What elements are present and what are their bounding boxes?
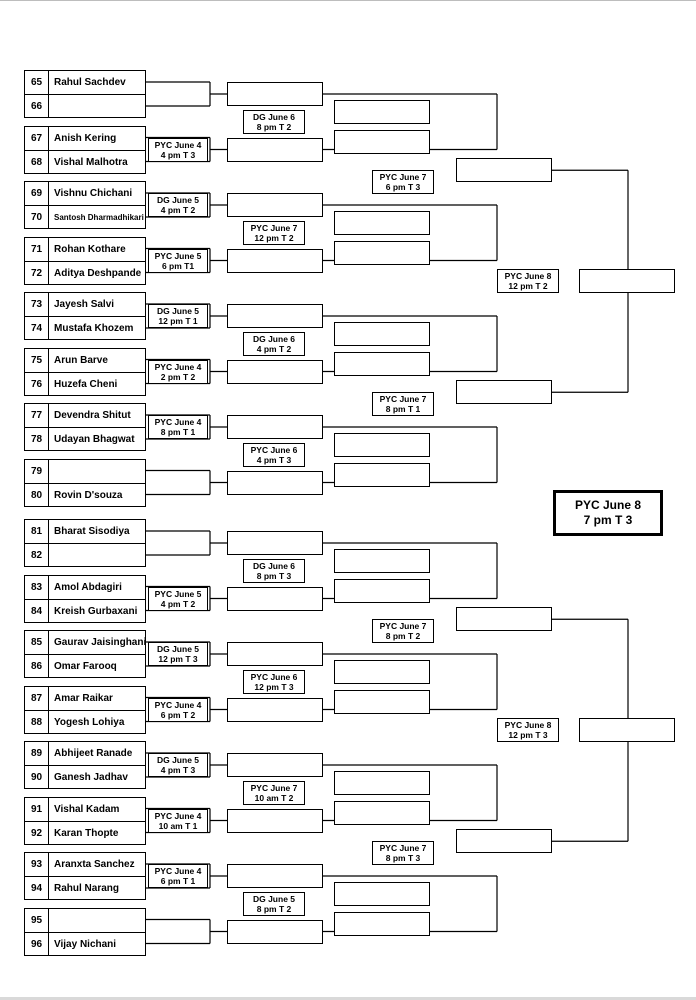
round2-schedule-label-line1: DG June 5 xyxy=(252,893,296,904)
pair-divider xyxy=(25,483,145,484)
round2-slot xyxy=(227,471,323,495)
player-seed: 68 xyxy=(30,156,43,168)
player-seed: 72 xyxy=(30,267,43,279)
player-seed: 75 xyxy=(30,354,43,366)
round3-slot xyxy=(334,433,430,457)
pair-divider xyxy=(25,765,145,766)
round1-schedule-label-line2: 4 pm T 2 xyxy=(160,598,196,609)
round1-schedule-label-line1: PYC June 4 xyxy=(154,361,202,372)
player-name: Bharat Sisodiya xyxy=(54,526,130,537)
round2-slot xyxy=(227,587,323,611)
seed-column-divider xyxy=(48,182,49,228)
seed-column-divider xyxy=(48,687,49,733)
pair-divider xyxy=(25,150,145,151)
round2-slot xyxy=(227,82,323,106)
round1-schedule-label-line1: PYC June 4 xyxy=(154,866,202,876)
round3-slot xyxy=(334,352,430,376)
player-seed: 74 xyxy=(30,323,43,334)
round1-schedule-label-line2: 4 pm T 3 xyxy=(160,149,196,160)
round4-schedule-label xyxy=(497,269,559,293)
player-name: Omar Farooq xyxy=(54,661,117,672)
seed-column-divider xyxy=(48,909,49,955)
round2-schedule-label-line2: 4 pm T 3 xyxy=(256,454,292,465)
player-name: Rahul Sachdev xyxy=(54,77,126,88)
round3-slot xyxy=(334,771,430,795)
player-name: Aranxta Sanchez xyxy=(54,859,135,870)
round2-schedule-label-line1: PYC June 7 xyxy=(250,782,298,793)
round2-schedule-label-line1: PYC June 7 xyxy=(250,222,298,233)
round3-schedule-label-line2: 6 pm T 3 xyxy=(385,182,421,193)
final-schedule-line1: PYC June 8 xyxy=(574,498,642,512)
round2-slot xyxy=(227,642,323,666)
pair-divider xyxy=(25,543,145,544)
player-name: Udayan Bhagwat xyxy=(54,434,135,445)
round2-slot xyxy=(227,249,323,273)
player-seed: 88 xyxy=(30,716,43,728)
pair-divider xyxy=(25,316,145,317)
player-seed: 81 xyxy=(30,526,43,537)
player-seed: 78 xyxy=(30,434,43,445)
player-seed: 77 xyxy=(30,410,43,421)
round3-schedule-label xyxy=(372,619,434,643)
seed-column-divider xyxy=(48,238,49,284)
first-round-pair xyxy=(24,70,146,118)
round1-schedule-label-line1: PYC June 4 xyxy=(154,810,202,821)
round2-schedule-label-line1: DG June 6 xyxy=(252,111,296,122)
player-name: Abhijeet Ranade xyxy=(54,748,133,759)
round3-schedule-label-line2: 8 pm T 3 xyxy=(385,853,421,864)
round1-schedule-label-line1: PYC June 4 xyxy=(154,417,202,427)
round1-schedule-label-line1: PYC June 4 xyxy=(154,139,202,150)
round3-slot xyxy=(334,912,430,936)
player-name: Karan Thopte xyxy=(54,827,119,839)
round2-schedule-label-line1: PYC June 6 xyxy=(250,444,298,455)
round1-schedule-label xyxy=(148,249,208,273)
round3-slot xyxy=(334,579,430,603)
pair-divider xyxy=(25,372,145,373)
round2-schedule-label-line1: DG June 6 xyxy=(252,333,296,344)
round2-schedule-label-line2: 10 am T 2 xyxy=(254,792,294,803)
round3-schedule-label xyxy=(372,170,434,194)
pair-divider xyxy=(25,710,145,711)
player-seed: 82 xyxy=(30,550,43,561)
seed-column-divider xyxy=(48,520,49,566)
round4-schedule-label-line1: PYC June 8 xyxy=(504,271,552,282)
first-round-pair xyxy=(24,181,146,229)
round3-schedule-label xyxy=(372,392,434,416)
player-seed: 79 xyxy=(30,465,43,477)
round3-slot xyxy=(334,211,430,235)
round2-slot xyxy=(227,415,323,439)
player-seed: 70 xyxy=(30,212,43,223)
round1-schedule-label-line2: 8 pm T 1 xyxy=(160,427,196,437)
round2-schedule-label-line2: 8 pm T 3 xyxy=(256,570,292,581)
round3-slot xyxy=(334,882,430,906)
round1-schedule-label-line2: 4 pm T 3 xyxy=(160,765,196,775)
round3-slot xyxy=(334,801,430,825)
seed-column-divider xyxy=(48,460,49,506)
round4-schedule-label-line2: 12 pm T 2 xyxy=(508,281,548,292)
round1-schedule-label-line2: 10 am T 1 xyxy=(158,820,198,831)
round1-schedule-label-line1: PYC June 5 xyxy=(154,588,202,599)
round3-slot xyxy=(334,463,430,487)
round2-schedule-label-line2: 12 pm T 2 xyxy=(254,232,294,243)
final-match-schedule xyxy=(553,490,663,536)
first-round-pair xyxy=(24,519,146,567)
player-name: Amar Raikar xyxy=(54,692,113,704)
seed-column-divider xyxy=(48,404,49,450)
round2-slot xyxy=(227,304,323,328)
seed-column-divider xyxy=(48,71,49,117)
player-name: Vishal Kadam xyxy=(54,803,120,815)
semifinal-slot xyxy=(579,718,675,742)
first-round-pair xyxy=(24,908,146,956)
round3-schedule-label-line1: PYC June 7 xyxy=(379,394,427,405)
round1-schedule-label xyxy=(148,698,208,722)
player-seed: 76 xyxy=(30,378,43,390)
player-seed: 84 xyxy=(30,605,43,617)
first-round-pair xyxy=(24,126,146,174)
round1-schedule-label-line2: 12 pm T 3 xyxy=(158,654,198,664)
round4-slot xyxy=(456,380,552,404)
pair-divider xyxy=(25,599,145,600)
player-seed: 93 xyxy=(30,859,43,870)
round1-schedule-label-line1: PYC June 5 xyxy=(154,250,202,261)
round1-schedule-label-line2: 4 pm T 2 xyxy=(160,205,196,215)
round3-slot xyxy=(334,241,430,265)
player-seed: 80 xyxy=(30,489,43,501)
player-seed: 67 xyxy=(30,132,43,144)
round4-schedule-label xyxy=(497,718,559,742)
player-seed: 85 xyxy=(30,637,43,648)
player-seed: 66 xyxy=(30,101,43,112)
round1-schedule-label-line1: DG June 5 xyxy=(156,644,200,654)
round2-slot xyxy=(227,698,323,722)
round4-schedule-label-line2: 12 pm T 3 xyxy=(508,730,548,741)
final-schedule-line2: 7 pm T 3 xyxy=(583,513,633,527)
round2-schedule-label-line2: 12 pm T 3 xyxy=(254,681,294,692)
player-seed: 94 xyxy=(30,883,43,894)
pair-divider xyxy=(25,261,145,262)
round2-slot xyxy=(227,360,323,384)
round2-schedule-label-line2: 4 pm T 2 xyxy=(256,343,292,354)
pair-divider xyxy=(25,876,145,877)
round3-slot xyxy=(334,130,430,154)
player-name: Gaurav Jaisinghani xyxy=(54,637,147,648)
player-name: Amol Abdagiri xyxy=(54,581,122,593)
first-round-pair xyxy=(24,403,146,451)
player-seed: 71 xyxy=(30,243,43,255)
round1-schedule-label xyxy=(148,864,208,888)
player-seed: 95 xyxy=(30,914,43,926)
pair-divider xyxy=(25,932,145,933)
pair-divider xyxy=(25,427,145,428)
player-seed: 96 xyxy=(30,938,43,950)
player-name: Aditya Deshpande xyxy=(54,267,142,279)
seed-column-divider xyxy=(48,853,49,899)
first-round-pair xyxy=(24,575,146,623)
player-name: Kreish Gurbaxani xyxy=(54,605,138,617)
player-name: Devendra Shitut xyxy=(54,410,131,421)
player-seed: 86 xyxy=(30,661,43,672)
seed-column-divider xyxy=(48,742,49,788)
player-name: Rahul Narang xyxy=(54,883,120,894)
round2-schedule-label-line1: PYC June 6 xyxy=(250,671,298,682)
round2-schedule-label xyxy=(243,443,305,467)
round3-schedule-label-line2: 8 pm T 1 xyxy=(385,404,421,415)
round2-slot xyxy=(227,531,323,555)
first-round-pair xyxy=(24,292,146,340)
round4-schedule-label-line1: PYC June 8 xyxy=(504,720,552,731)
round2-schedule-label xyxy=(243,221,305,245)
round2-slot xyxy=(227,920,323,944)
round4-slot xyxy=(456,607,552,631)
round3-schedule-label xyxy=(372,841,434,865)
first-round-pair xyxy=(24,686,146,734)
first-round-pair xyxy=(24,797,146,845)
first-round-pair xyxy=(24,741,146,789)
player-seed: 91 xyxy=(30,803,43,815)
round1-schedule-label xyxy=(148,138,208,162)
round2-schedule-label xyxy=(243,670,305,694)
round1-schedule-label xyxy=(148,587,208,611)
player-name: Ganesh Jadhav xyxy=(54,772,128,783)
seed-column-divider xyxy=(48,576,49,622)
round2-schedule-label xyxy=(243,781,305,805)
round1-schedule-label xyxy=(148,415,208,439)
pair-divider xyxy=(25,821,145,822)
pair-divider xyxy=(25,205,145,206)
player-seed: 92 xyxy=(30,827,43,839)
round3-slot xyxy=(334,690,430,714)
round2-slot xyxy=(227,809,323,833)
player-name: Vijay Nichani xyxy=(54,938,117,950)
seed-column-divider xyxy=(48,293,49,339)
first-round-pair xyxy=(24,459,146,507)
player-seed: 87 xyxy=(30,692,43,704)
player-name: Jayesh Salvi xyxy=(54,299,115,310)
player-seed: 83 xyxy=(30,581,43,593)
round2-slot xyxy=(227,864,323,888)
round1-schedule-label-line2: 6 pm T 1 xyxy=(160,876,196,886)
player-name: Mustafa Khozem xyxy=(54,323,134,334)
round3-schedule-label-line1: PYC June 7 xyxy=(379,172,427,183)
player-name: Anish Kering xyxy=(54,132,117,144)
round3-slot xyxy=(334,322,430,346)
seed-column-divider xyxy=(48,127,49,173)
round2-schedule-label-line1: DG June 6 xyxy=(252,560,296,571)
seed-column-divider xyxy=(48,798,49,844)
player-seed: 65 xyxy=(30,77,43,88)
player-seed: 69 xyxy=(30,188,43,199)
first-round-pair xyxy=(24,237,146,285)
round3-schedule-label-line2: 8 pm T 2 xyxy=(385,631,421,642)
round1-schedule-label xyxy=(148,360,208,384)
round3-slot xyxy=(334,549,430,573)
round2-schedule-label-line2: 8 pm T 2 xyxy=(256,121,292,132)
seed-column-divider xyxy=(48,631,49,677)
pair-divider xyxy=(25,94,145,95)
semifinal-slot xyxy=(579,269,675,293)
player-name: Vishnu Chichani xyxy=(54,188,133,199)
pair-divider xyxy=(25,654,145,655)
player-seed: 89 xyxy=(30,748,43,759)
player-name: Santosh Dharmadhikari xyxy=(54,213,144,222)
player-seed: 73 xyxy=(30,299,43,310)
round2-slot xyxy=(227,753,323,777)
round1-schedule-label xyxy=(148,193,208,217)
player-name: Vishal Malhotra xyxy=(54,156,128,168)
first-round-pair xyxy=(24,852,146,900)
round2-schedule-label xyxy=(243,332,305,356)
round2-slot xyxy=(227,138,323,162)
player-name: Arun Barve xyxy=(54,354,108,366)
round3-slot xyxy=(334,660,430,684)
round1-schedule-label-line2: 6 pm T 2 xyxy=(160,709,196,720)
player-name: Rohan Kothare xyxy=(54,243,126,255)
round2-slot xyxy=(227,193,323,217)
round1-schedule-label-line1: PYC June 4 xyxy=(154,699,202,710)
round3-schedule-label-line1: PYC June 7 xyxy=(379,843,427,854)
first-round-pair xyxy=(24,630,146,678)
seed-column-divider xyxy=(48,349,49,395)
first-round-pair xyxy=(24,348,146,396)
round2-schedule-label xyxy=(243,110,305,134)
round2-schedule-label xyxy=(243,559,305,583)
round4-slot xyxy=(456,158,552,182)
player-seed: 90 xyxy=(30,772,43,783)
player-name: Huzefa Cheni xyxy=(54,378,118,390)
round2-schedule-label-line2: 8 pm T 2 xyxy=(256,903,292,914)
round1-schedule-label xyxy=(148,809,208,833)
player-name: Rovin D'souza xyxy=(54,489,123,501)
round4-slot xyxy=(456,829,552,853)
round1-schedule-label xyxy=(148,753,208,777)
round1-schedule-label-line2: 6 pm T1 xyxy=(161,260,195,271)
round1-schedule-label xyxy=(148,642,208,666)
round1-schedule-label-line1: DG June 5 xyxy=(156,195,200,205)
round2-schedule-label xyxy=(243,892,305,916)
player-name: Yogesh Lohiya xyxy=(54,716,125,728)
round1-schedule-label xyxy=(148,304,208,328)
round1-schedule-label-line2: 2 pm T 2 xyxy=(160,371,196,382)
round1-schedule-label-line2: 12 pm T 1 xyxy=(158,316,198,326)
round1-schedule-label-line1: DG June 5 xyxy=(156,755,200,765)
round3-slot xyxy=(334,100,430,124)
round1-schedule-label-line1: DG June 5 xyxy=(156,306,200,316)
round3-schedule-label-line1: PYC June 7 xyxy=(379,621,427,632)
